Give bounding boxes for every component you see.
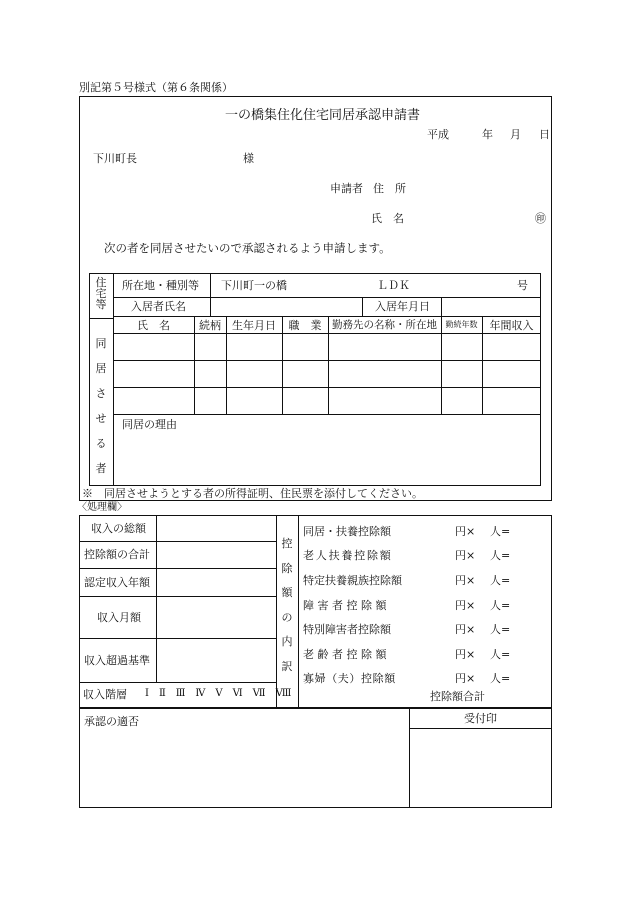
deduction-persons: 人= [490,623,511,636]
certified-income-label: 認定収入年額 [84,576,150,589]
deduction-name: 特定扶養親族控除額 [303,574,402,587]
form-title: 一の橋集住化住宅同居承認申請書 [225,108,421,123]
location-value: 下川町一の橋 [221,279,287,292]
location-label: 所在地・種別等 [122,279,199,292]
total-income-label: 収入の総額 [91,522,146,535]
deduction-yen: 円× [455,599,476,612]
form-reference: 別記第５号様式（第６条関係） [79,81,233,94]
header-relation: 続柄 [199,319,221,332]
unit-label: 号 [517,279,528,292]
income-tier-options: Ⅰ Ⅱ Ⅲ Ⅳ Ⅴ Ⅵ Ⅶ Ⅷ [145,688,292,699]
deduction-name: 寡婦（夫）控除額 [303,672,396,685]
deduction-persons: 人= [490,599,511,612]
move-in-date-label: 入居年月日 [375,300,430,313]
date-month: 月 [510,128,521,141]
deduction-yen: 円× [455,525,476,538]
deduction-name: 障害者控除額 [303,599,390,612]
deduction-name: 老人扶養控除額 [303,549,393,562]
name-label: 氏 名 [371,212,404,225]
deduction-persons: 人= [490,672,511,685]
request-text: 次の者を同居させたいので承認されるよう申請します。 [104,241,391,255]
deduction-total-sum-label: 控除額合計 [430,690,485,703]
deduction-yen: 円× [455,574,476,587]
deduction-yen: 円× [455,672,476,685]
applicant-label: 申請者 [330,182,363,195]
deduction-persons: 人= [490,525,511,538]
address-label: 住 所 [373,182,406,195]
header-birthdate: 生年月日 [232,319,276,332]
deduction-persons: 人= [490,574,511,587]
header-years-employed: 勤続年数 [445,320,478,329]
deduction-yen: 円× [455,549,476,562]
date-era: 平成 [427,128,449,141]
resident-name-label: 入居者氏名 [131,300,186,313]
receipt-stamp-label: 受付印 [464,712,497,725]
addressee-name: 下川町長 [93,152,137,165]
deduction-name: 同居・扶養控除額 [303,525,391,538]
approval-label: 承認の適否 [84,715,139,728]
reason-label: 同居の理由 [122,418,177,431]
deduction-name: 老齢者控除額 [303,648,390,661]
ldk-label: ＬＤＫ [377,279,410,292]
monthly-income-label: 収入月額 [97,611,141,624]
header-occupation: 職 業 [288,319,322,332]
deduction-breakdown-side-label: 控 除 額 の 内 訳 [281,537,293,673]
processing-label: 〈処理欄〉 [77,502,127,513]
date-day: 日 [539,128,550,141]
deduction-yen: 円× [455,623,476,636]
header-workplace: 勤務先の名称・所在地 [332,319,437,331]
deduction-yen: 円× [455,648,476,661]
header-annual-income: 年間収入 [489,319,534,332]
deduction-name: 特別障害者控除額 [303,623,391,636]
income-tier-label: 収入階層 [83,688,127,701]
attachment-note: ※ 同居させようとする者の所得証明、住民票を添付してください。 [82,487,423,500]
addressee-honorific: 様 [243,152,254,165]
cohabitant-side-label: 同 居 さ せ る 者 [95,337,107,475]
housing-side-label: 住 宅 等 [95,276,107,311]
header-name: 氏 名 [137,319,170,332]
income-excess-label: 収入超過基準 [84,654,150,667]
date-year: 年 [482,128,493,141]
deduction-persons: 人= [490,648,511,661]
deduction-total-label: 控除額の合計 [84,548,150,561]
seal-mark: ㊞ [535,212,546,225]
deduction-persons: 人= [490,549,511,562]
